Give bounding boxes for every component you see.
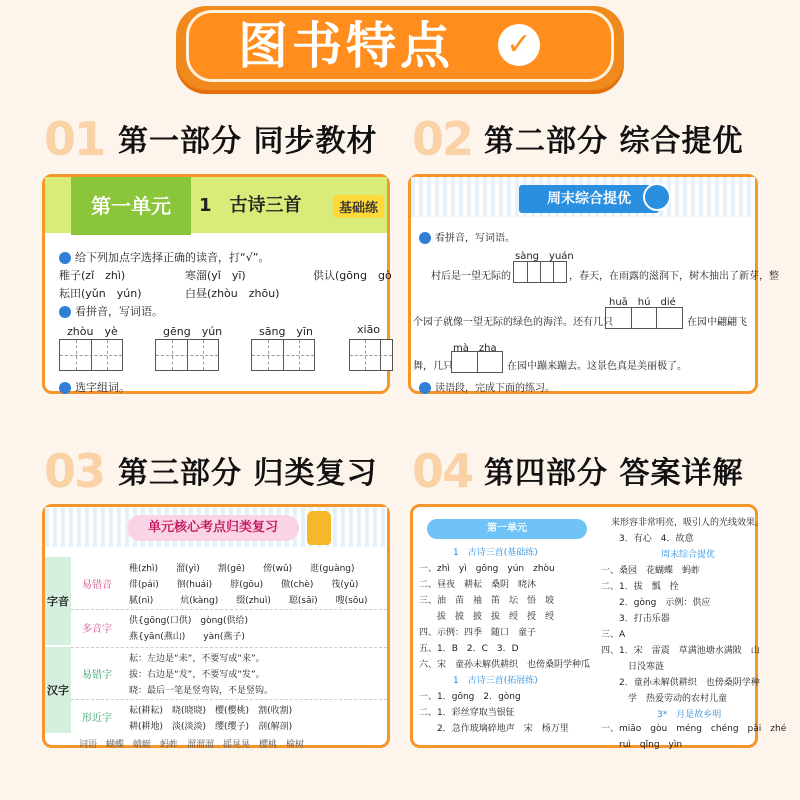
question-icon: [59, 382, 71, 394]
question-2-text: 看拼音，写词语。: [75, 305, 163, 318]
level-badge: 基础练: [333, 195, 384, 218]
review-line: 耘：左边是“耒”，不要写成“来”。: [129, 654, 265, 664]
answer-line: 一、桑园 花蝴蝶 蚂蚱: [601, 566, 701, 576]
writing-grid: [349, 339, 393, 371]
writing-grid: [605, 307, 683, 329]
pinyin-label: huā hú dié: [609, 297, 676, 308]
lesson-title: 1 古诗三首: [199, 195, 302, 216]
answer-line: 三、A: [601, 630, 626, 640]
answer-line: ruì qǐng yìn: [601, 740, 683, 750]
answer-line: 一、1．gōng 2．gòng: [419, 692, 521, 702]
answer-section-title: 1 古诗三首(拓展练): [453, 676, 538, 686]
answer-line: 日没寒涟: [601, 662, 665, 672]
unit-label: 第一单元: [71, 177, 191, 235]
robot-car-icon: [643, 183, 671, 211]
answer-line: 拔 披 披 拔 绶 授 绶: [419, 612, 555, 622]
reading-item: 供认(gōng gò: [313, 269, 392, 282]
subcategory-polyphone: 多音字: [82, 623, 112, 635]
section-number-3: 03: [44, 444, 105, 498]
question-1-text: 给下列加点字选择正确的读音，打“√”。: [75, 251, 270, 264]
answer-line: 3．有心 4．故意: [619, 534, 694, 544]
answer-line: 二、1．拔 瓢 拴: [601, 582, 679, 592]
card-category-review: [42, 504, 390, 748]
answer-section-title: 1 古诗三首(基础练): [453, 548, 538, 558]
review-title: 单元核心考点归类复习: [127, 515, 299, 541]
banner-title: 图书特点: [238, 17, 454, 75]
answer-line: 学 热爱劳动的农村儿童: [601, 694, 728, 704]
review-line: 拔：右边是“犮”，不要写成“发”。: [129, 670, 265, 680]
reading-item: 寒溜(yǐ yī): [185, 269, 246, 282]
answer-line: 三、油 苗 袖 笛 坛 悟 坡: [419, 596, 555, 606]
question-1-text: 看拼音，写词语。: [435, 233, 515, 244]
question-icon: [419, 232, 431, 244]
passage-text: ，春天，在雨露的滋润下，树木抽出了新芽，整: [569, 271, 779, 282]
pinyin-label: sàng yuán: [515, 251, 574, 262]
review-line: 耕(耕地) 淡(淡淡) 缨(缨子) 剖(解剖): [129, 722, 293, 732]
pinyin-label: mà zha: [453, 343, 497, 354]
writing-grid: [59, 339, 123, 371]
passage-text: 在园中翩翩飞: [687, 317, 747, 328]
subcategory-error-prone-sound: 易错音: [82, 579, 112, 591]
writing-grid: [251, 339, 315, 371]
card-weekend-review: [408, 174, 779, 394]
section-number-1: 01: [44, 112, 105, 166]
question-1: [59, 249, 269, 265]
writing-grid: [451, 351, 503, 373]
question-1: [419, 229, 515, 244]
reading-item: 稚子(zǐ zhì): [59, 269, 126, 282]
passage-text: 在园中蹦来蹦去。这景色真是美丽极了。: [507, 361, 687, 372]
section-title-4: 第四部分 答案详解: [484, 456, 744, 491]
card-sync-textbook: [42, 174, 390, 394]
review-line: 稚(zhì) 溜(yì) 割(gē) 傍(wǔ) 逛(guàng): [129, 564, 355, 574]
weekend-title: 周末综合提优: [519, 185, 659, 213]
answer-line: 来形容非常明亮，吸引人的光线效果。: [611, 518, 765, 528]
pinyin-label: zhòu yè: [67, 325, 118, 338]
pinyin-label: gēng yún: [163, 325, 223, 338]
answer-line: 一、zhì yì gōng yún zhòu: [419, 564, 555, 574]
section-number-4: 04: [412, 444, 473, 498]
category-characters: 汉字: [45, 647, 71, 733]
answer-line: 2．gòng 示例：供应: [601, 598, 711, 608]
question-3: [59, 379, 130, 395]
review-line: 耘(耕耘) 晓(晓晓) 樱(樱桃) 割(收割): [129, 706, 293, 716]
review-line: 供{gōng(口供) gòng(供给): [129, 616, 249, 626]
answer-line: 2．急作玻璃碎地声 宋 杨万里: [419, 724, 569, 734]
answer-line: 四、1．宋 雷震 草满池塘水满陂 山: [601, 646, 760, 656]
review-line: 晓：最后一笔是竖弯钩，不是竖钩。: [129, 686, 274, 696]
section-title-3: 第三部分 归类复习: [118, 456, 378, 491]
card-answer-key: [410, 504, 787, 750]
question-2: [59, 303, 163, 319]
answer-line: 六、宋 童孙未解供耕织 也傍桑阴学种瓜: [419, 660, 591, 670]
writing-grid: [513, 261, 567, 283]
answer-line: 2．童孙未解供耕织 也傍桑阴学种: [601, 678, 760, 688]
question-icon: [59, 306, 71, 318]
subcategory-similar-character: 形近字: [82, 712, 112, 724]
passage-text: 舞，几只: [413, 361, 453, 372]
review-line: 腻(nì) 炕(kàng) 缀(zhuì) 聪(sāi) 嗖(sōu): [129, 596, 368, 606]
passage-text: 村后是一望无际的: [431, 271, 511, 282]
reading-item: 耘田(yǔn yún): [59, 287, 142, 300]
answer-line: 3．打击乐器: [601, 614, 670, 624]
question-2: [419, 379, 555, 394]
answer-section-title: 周末综合提优: [661, 550, 716, 560]
answer-line: 五、1．B 2．C 3．D: [419, 644, 519, 654]
pinyin-label: sāng yīn: [259, 325, 313, 338]
subcategory-error-prone-character: 易错字: [82, 669, 112, 681]
answer-line: 四、示例：四季 随口 童子: [419, 628, 537, 638]
section-title-1: 第一部分 同步教材: [118, 124, 378, 159]
review-line: 词语 蝴蝶 蜻蜓 蚂蚱 溜溜溜 摇晃晃 樱桃 榆树: [79, 740, 305, 750]
reading-item: 白昼(zhòu zhōu): [185, 287, 280, 300]
answer-section-title: 3* 月是故乡明: [657, 710, 722, 720]
pinyin-label: xiāo: [357, 323, 381, 336]
question-icon: [419, 382, 431, 394]
question-3-text: 选字组词。: [75, 381, 130, 394]
check-icon: ✓: [498, 24, 540, 66]
section-number-2: 02: [412, 112, 473, 166]
passage-text: 个园子就像一望无际的绿色的海洋。还有几只: [413, 317, 613, 328]
answer-line: 一、miāo gòu méng chéng pāi zhé: [601, 724, 787, 734]
answer-line: 二、昼夜 耕耘 桑阴 晓沐: [419, 580, 537, 590]
question-2-text: 读语段，完成下面的练习。: [435, 383, 555, 394]
category-pronunciation: 字音: [45, 557, 71, 645]
review-line: 徘(pái) 徊(huái) 脖(gōu) 傲(chè) 筏(yǔ): [129, 580, 359, 590]
mascot-icon: [307, 511, 331, 545]
answer-line: 二、1．彩丝穿取当银钲: [419, 708, 515, 718]
question-icon: [59, 252, 71, 264]
writing-grid: [155, 339, 219, 371]
review-line: 燕{yān(燕山) yàn(燕子): [129, 632, 245, 642]
unit-label: 第一单元: [427, 519, 587, 539]
section-title-2: 第二部分 综合提优: [484, 124, 744, 159]
